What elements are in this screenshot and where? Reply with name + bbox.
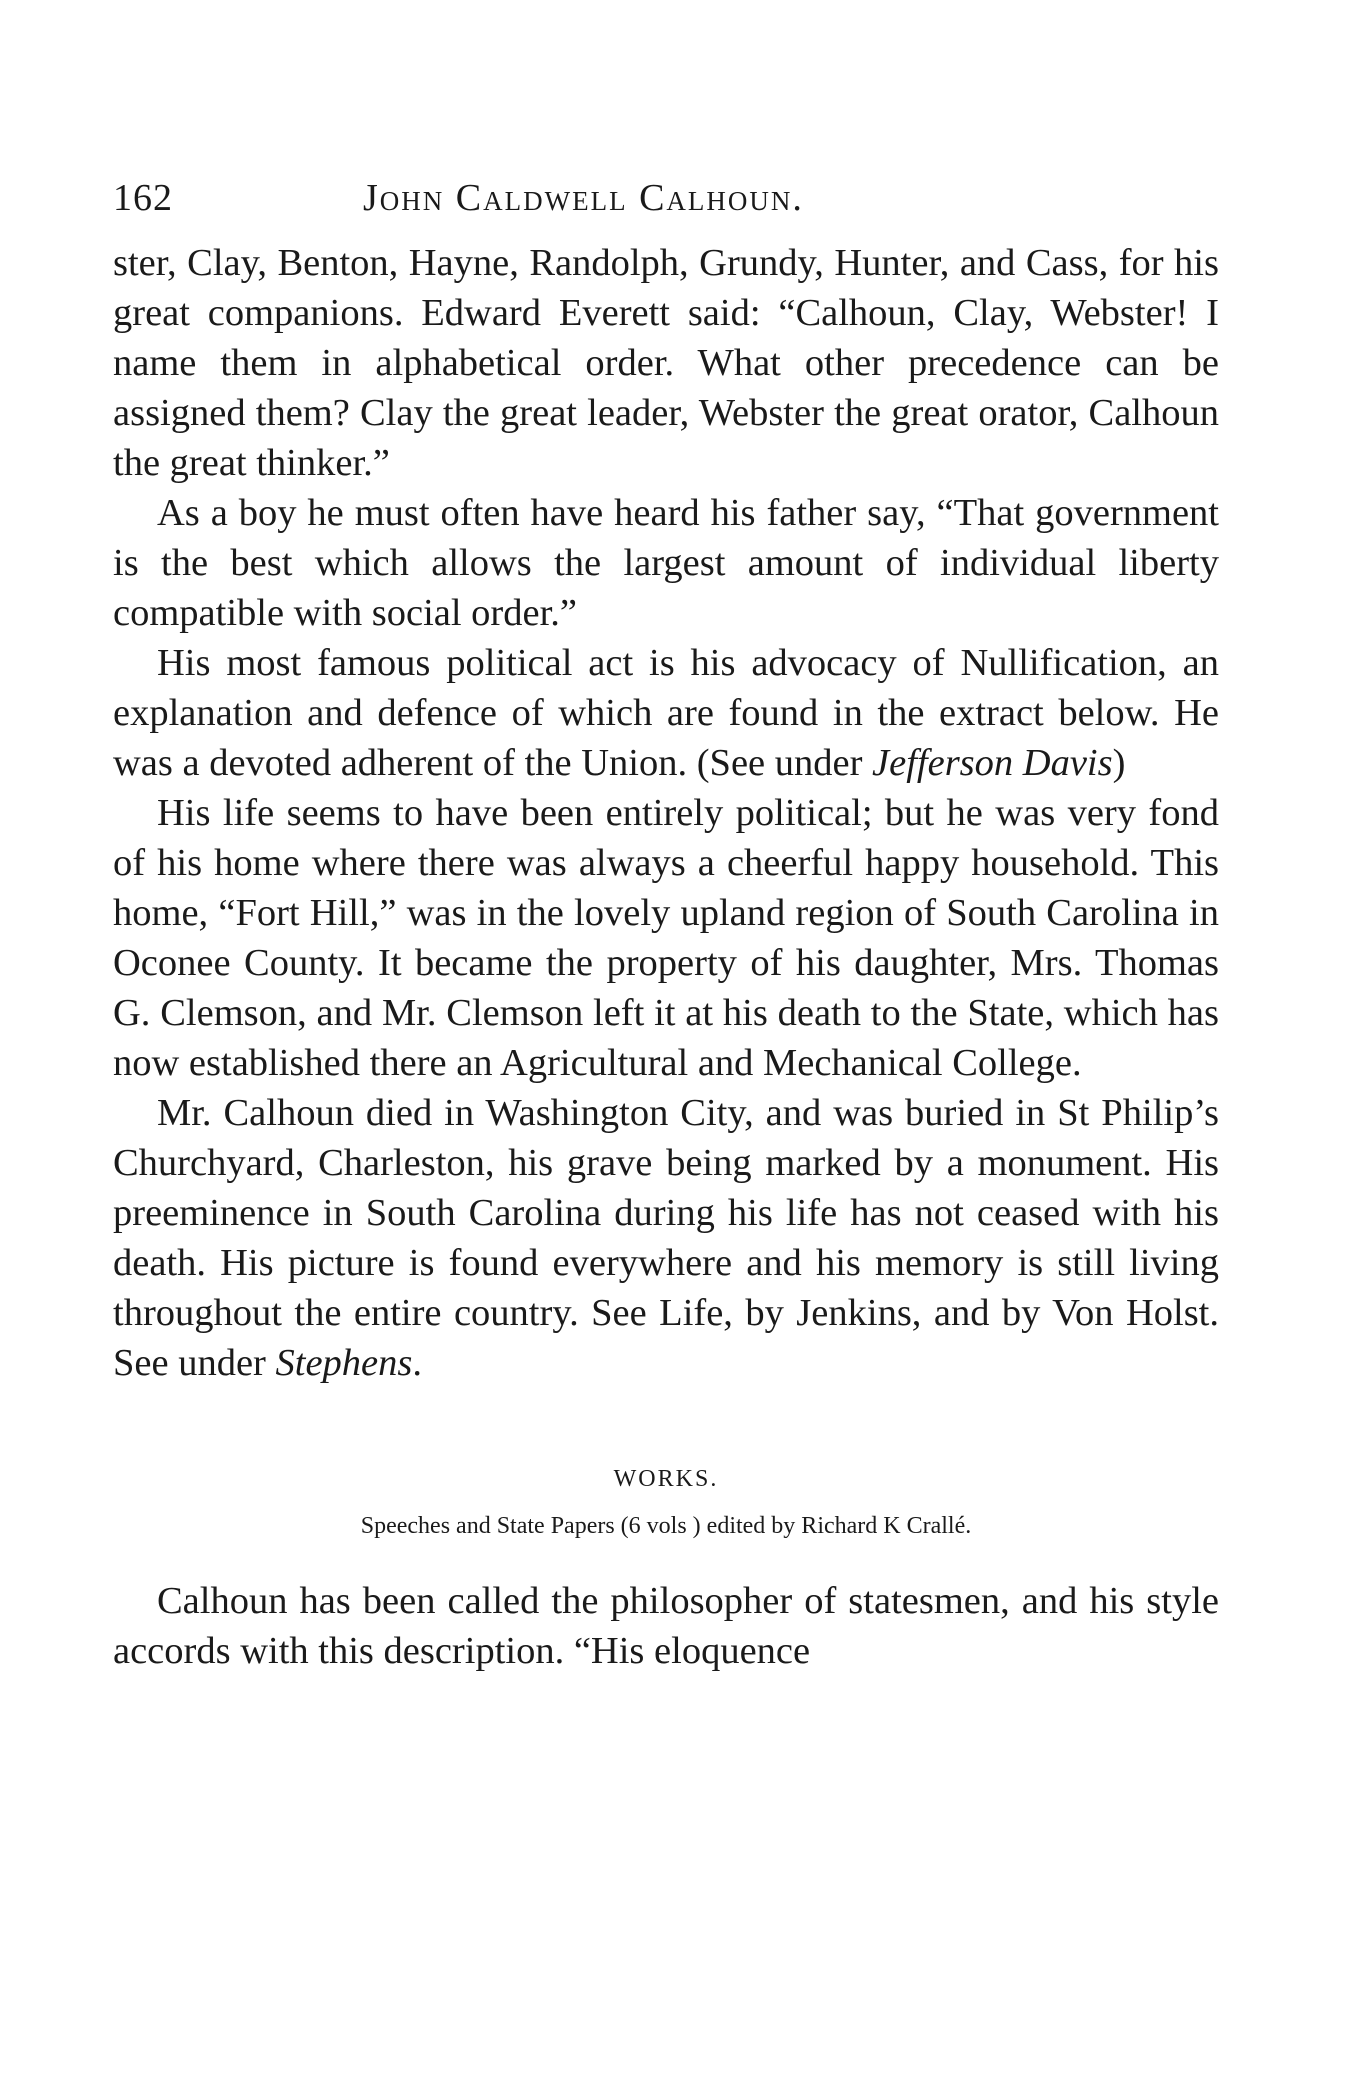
paragraph-5-end: . bbox=[412, 1342, 422, 1384]
page-number: 162 bbox=[113, 177, 173, 219]
body-text bbox=[113, 238, 1219, 1388]
paragraph-5-text: Mr. Calhoun died in Washington City, and was buried in St Philip’s Churchyard, Charleston, his grave being marked by a monument. His preeminence in South Carolina during his life has not ceased with his death. His picture is found everywhere and his memory is still living throughout the entire country. See Life, by Jenkins, and by Von Holst. See under bbox=[113, 1092, 1219, 1384]
closing-paragraph: Calhoun has been called the philosopher of statesmen, and his style accords with this description. “His eloquence bbox=[113, 1580, 1219, 1672]
paragraph-1: ster, Clay, Benton, Hayne, Randolph, Grundy, Hunter, and Cass, for his great companions. Edward Everett said: “Calhoun, Clay, Webster! I name them in alphabetical order. What other precedence can be assigned them? Clay the great leader, Webster the great orator, Calhoun the great thinker.” bbox=[113, 242, 1219, 484]
paragraph-3-end: ) bbox=[1112, 742, 1126, 784]
book-page bbox=[113, 168, 1219, 1676]
closing-text bbox=[113, 1576, 1219, 1676]
works-item: Speeches and State Papers (6 vols ) edited by Richard K Crallé. bbox=[360, 1513, 972, 1539]
paragraph-4: His life seems to have been entirely political; but he was very fond of his home where there was always a cheerful happy household. This home, “Fort Hill,” was in the lovely upland region of South Carolina in Oconee County. It became the property of his daughter, Mrs. Thomas G. Clemson, and Mr. Clemson left it at his death to the State, which has now established there an Agricultural and Mechanical College. bbox=[113, 792, 1219, 1084]
paragraph-3-text: His most famous political act is his advocacy of Nullification, an explanation and defence of which are found in the extract below. He was a devoted adherent of the Union. (See under bbox=[113, 642, 1219, 784]
reference-jefferson-davis: Jefferson Davis bbox=[872, 742, 1113, 784]
works-heading: WORKS. bbox=[613, 1466, 719, 1492]
reference-stephens: Stephens bbox=[275, 1342, 413, 1384]
paragraph-5 bbox=[113, 1088, 1219, 1388]
page-header bbox=[113, 168, 1219, 238]
paragraph-3 bbox=[113, 638, 1219, 788]
running-head: John Caldwell Calhoun. bbox=[363, 177, 804, 219]
paragraph-2: As a boy he must often have heard his father say, “That government is the best which allows the largest amount of individual liberty compatible with social order.” bbox=[113, 492, 1219, 634]
